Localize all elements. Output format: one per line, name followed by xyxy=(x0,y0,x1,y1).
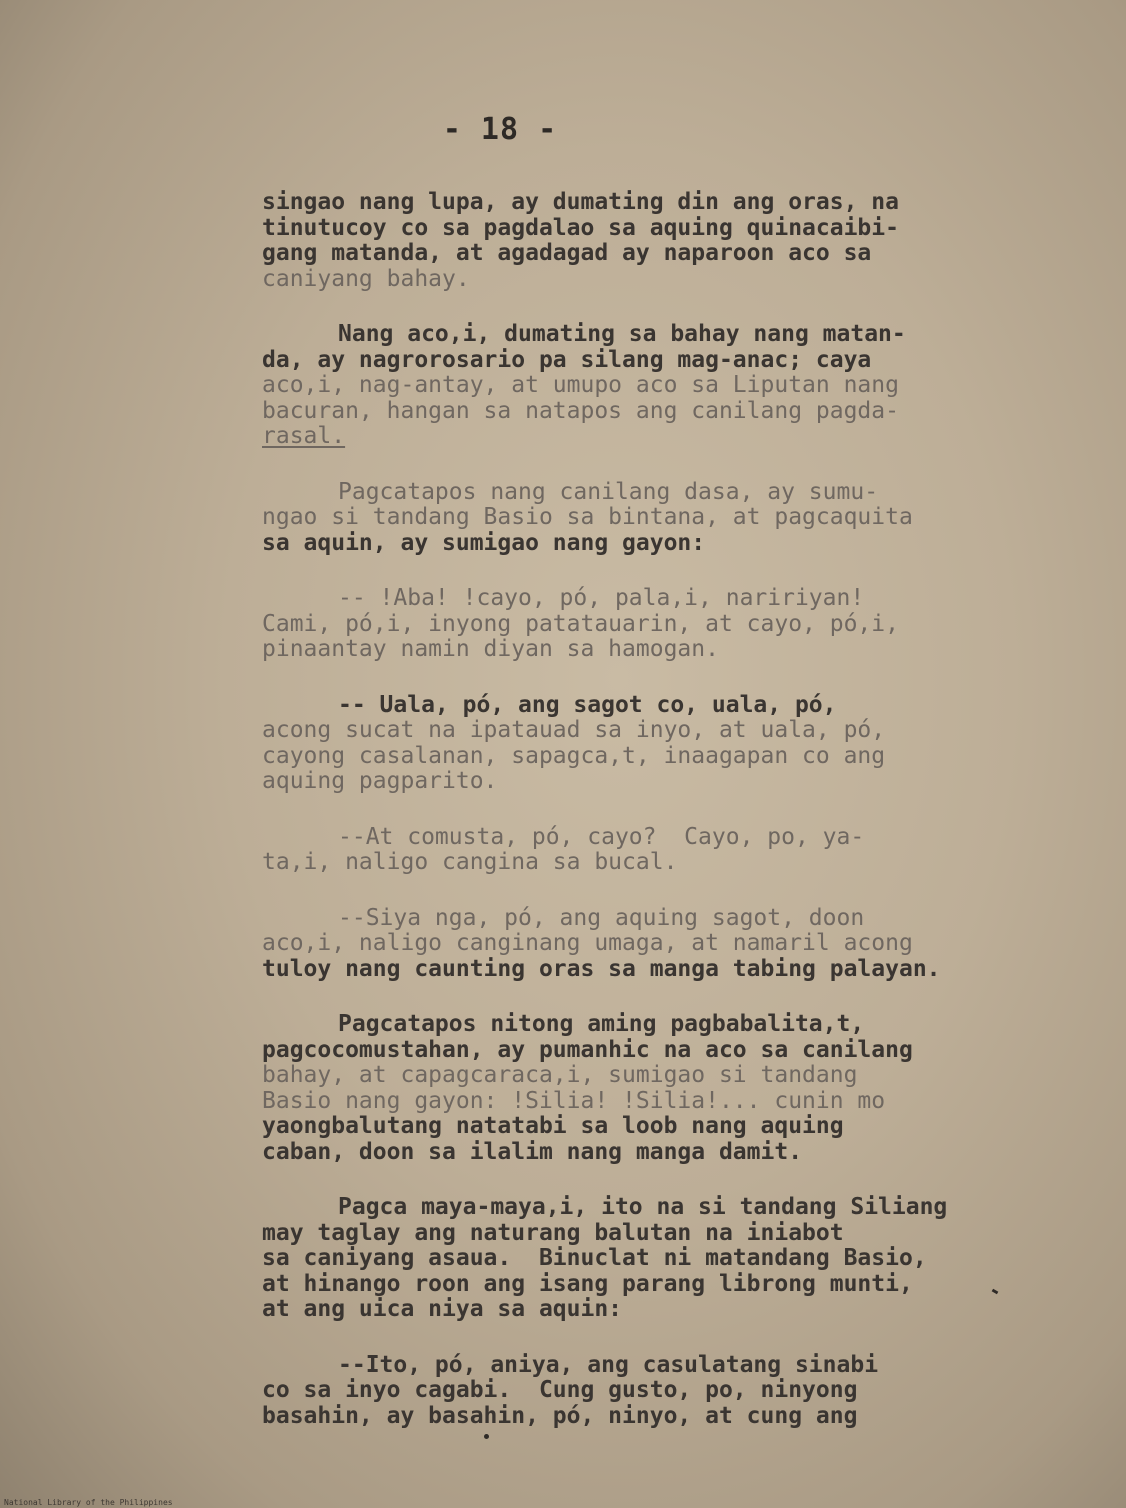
text-line: Pagca maya-maya,i, ito na si tandang Siliang xyxy=(338,1194,948,1220)
text-line: tinutucoy co sa pagdalao sa aquing quinacaibi- xyxy=(262,214,899,241)
text-line: sa caniyang asaua. Binuclat ni matandang Basio, xyxy=(262,1245,927,1271)
text-line: caniyang bahay. xyxy=(262,265,470,292)
text-line: cayong casalanan, sapagca,t, inaagapan co ang xyxy=(262,742,886,769)
text-line: at ang uica niya sa aquin: xyxy=(262,1296,623,1322)
text-line: bahay, at capagcaraca,i, sumigao si tandang xyxy=(262,1062,858,1088)
text-line: aco,i, nag-antay, at umupo aco sa Liputan nang xyxy=(262,372,899,398)
text-line: bacuran, hangan sa natapos ang canilang pagda- xyxy=(262,397,899,424)
text-line: acong sucat na ipatauad sa inyo, at uala, pó, xyxy=(262,717,886,743)
text-line: pagcocomustahan, ay pumanhic na aco sa canilang xyxy=(262,1036,913,1063)
text-line: --Ito, pó, aniya, ang casulatang sinabi xyxy=(338,1351,879,1378)
text-line: aco,i, naligo canginang umaga, at namaril acong xyxy=(262,930,913,956)
text-line: rasal. xyxy=(262,423,346,449)
text-line: pinaantay namin diyan sa hamogan. xyxy=(262,636,719,662)
text-line: may taglay ang naturang balutan na iniabot xyxy=(262,1219,844,1246)
text-line: Cami, pó,i, inyong patatauarin, at cayo, pó,i, xyxy=(262,610,899,637)
page-number: - 18 - xyxy=(442,112,558,147)
text-line: at hinango roon ang isang parang librong munti, xyxy=(262,1270,913,1297)
body-text xyxy=(262,190,1022,1459)
paragraph xyxy=(262,825,1022,876)
text-line: singao nang lupa, ay dumating din ang oras, na xyxy=(262,189,899,215)
text-line: basahin, ay basahin, pó, ninyo, at cung ang xyxy=(262,1402,858,1429)
text-line: yaongbalutang natatabi sa loob nang aquing xyxy=(262,1113,844,1139)
text-line: sa aquin, ay sumigao nang gayon: xyxy=(262,529,706,556)
text-line: caban, doon sa ilalim nang manga damit. xyxy=(262,1138,803,1165)
text-line: gang matanda, at agadagad ay naparoon aco sa xyxy=(262,240,872,266)
text-line: --At comusta, pó, cayo? Cayo, po, ya- xyxy=(338,823,865,850)
text-line: Pagcatapos nang canilang dasa, ay sumu- xyxy=(338,478,879,505)
text-line: Pagcatapos nitong aming pagbabalita,t, xyxy=(338,1011,865,1037)
text-line: tuloy nang caunting oras sa manga tabing palayan. xyxy=(262,955,941,982)
text-line: Basio nang gayon: !Silia! !Silia!... cunin mo xyxy=(262,1087,886,1114)
paragraph xyxy=(262,190,1022,292)
paragraph xyxy=(262,906,1022,983)
paragraph xyxy=(262,586,1022,663)
ink-dot xyxy=(484,1434,489,1439)
paragraph xyxy=(262,1353,1022,1430)
text-line: -- Uala, pó, ang sagot co, uala, pó, xyxy=(338,691,837,718)
text-line: -- !Aba! !cayo, pó, pala,i, naririyan! xyxy=(338,585,865,611)
text-line: --Siya nga, pó, ang aquing sagot, doon xyxy=(338,904,865,931)
paragraph xyxy=(262,480,1022,557)
text-line: da, ay nagrorosario pa silang mag-anac; caya xyxy=(262,346,872,373)
text-line: ta,i, naligo cangina sa bucal. xyxy=(262,849,678,875)
text-line: ngao si tandang Basio sa bintana, at pagcaquita xyxy=(262,504,913,530)
paragraph xyxy=(262,1195,1022,1323)
text-line: co sa inyo cagabi. Cung gusto, po, ninyong xyxy=(262,1377,858,1403)
text-line: aquing pagparito. xyxy=(262,768,498,794)
text-line: Nang aco,i, dumating sa bahay nang matan- xyxy=(338,321,906,347)
footer-credit: National Library of the Philippines xyxy=(4,1498,173,1507)
paragraph xyxy=(262,1012,1022,1165)
paragraph xyxy=(262,693,1022,795)
paragraph xyxy=(262,322,1022,450)
